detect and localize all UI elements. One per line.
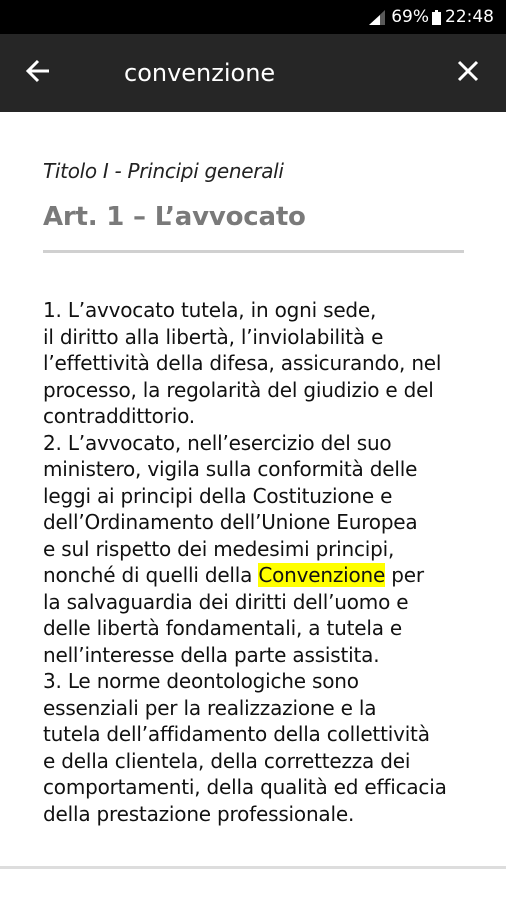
back-button[interactable] — [20, 55, 56, 91]
close-search-button[interactable] — [450, 55, 486, 91]
body-text: nonché di quelli della — [43, 563, 259, 587]
body-line: la salvaguardia dei diritti dell’uomo e — [43, 589, 409, 614]
article-content — [0, 112, 506, 900]
section-title: Titolo I - Principi generali — [43, 159, 284, 183]
body-line: ministero, vigila sulla conformità delle — [43, 457, 418, 481]
battery-percentage: 69% — [391, 7, 429, 27]
body-text: per — [385, 563, 424, 587]
body-line: dell’Ordinamento dell’Unione Europea — [43, 510, 418, 534]
body-line: leggi ai principi della Costituzione e — [43, 483, 393, 508]
body-line: e sul rispetto dei medesimi principi, — [43, 536, 395, 561]
body-line: essenziali per la realizzazione e la — [43, 695, 377, 720]
body-line: comportamenti, della qualità ed efficacia — [43, 775, 447, 799]
article-title: Art. 1 – L’avvocato — [43, 202, 306, 232]
search-query[interactable]: convenzione — [124, 59, 276, 87]
body-line: l’effettività della difesa, assicurando, nel — [43, 351, 442, 375]
body-line: il diritto alla libertà, l’inviolabilità e — [43, 324, 384, 349]
clock: 22:48 — [445, 7, 494, 27]
body-line: 3. Le norme deontologiche sono — [43, 669, 359, 693]
search-match-highlight: Convenzione — [258, 563, 386, 587]
body-line-highlighted — [43, 562, 483, 589]
body-line: della prestazione professionale. — [43, 801, 355, 826]
body-line: tutela dell’affidamento della collettività — [43, 722, 430, 746]
signal-icon — [369, 10, 385, 25]
close-icon — [457, 60, 479, 87]
article-body — [43, 297, 483, 827]
body-line: e della clientela, della correttezza dei — [43, 748, 411, 773]
battery-icon — [432, 10, 441, 25]
body-line: contraddittorio. — [43, 404, 195, 428]
body-line: nell’interesse della parte assistita. — [43, 642, 380, 667]
body-line: 1. L’avvocato tutela, in ogni sede, — [43, 298, 377, 322]
body-line: delle libertà fondamentali, a tutela e — [43, 616, 403, 640]
body-line: processo, la regolarità del giudizio e del — [43, 377, 434, 402]
bottom-divider — [0, 866, 506, 869]
arrow-left-icon — [25, 59, 51, 88]
body-line: 2. L’avvocato, nell’esercizio del suo — [43, 430, 392, 455]
status-bar — [0, 0, 506, 34]
title-divider — [43, 250, 464, 253]
search-toolbar — [0, 34, 506, 112]
